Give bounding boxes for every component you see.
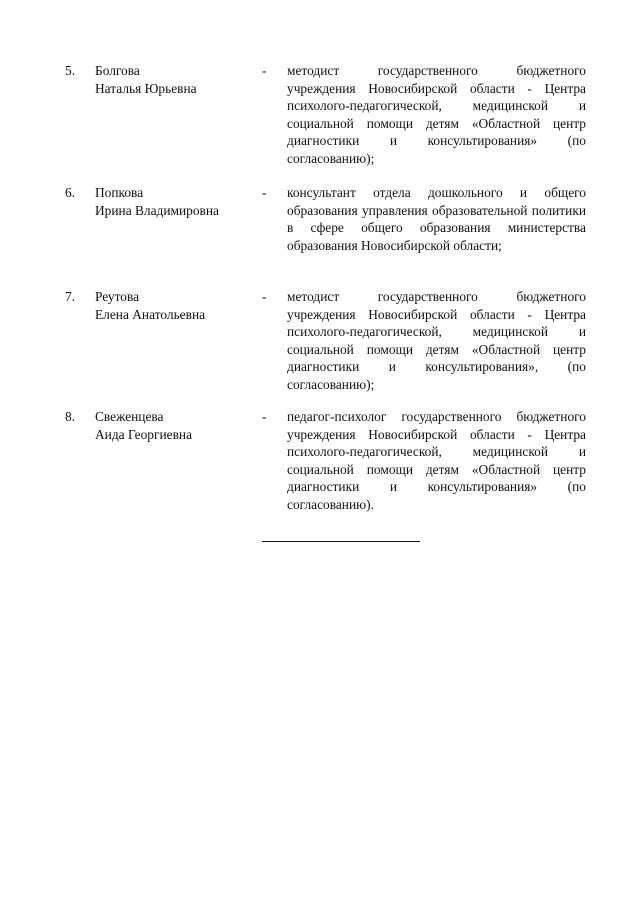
member-position: педагог-психолог государственного бюджетного учреждения Новосибирской области - Центра психолого-педагогической, медицинской и социальной помощи детям «Областной центр диагностики и консультирования» (по согласованию).: [287, 409, 586, 512]
entry-dash: -: [262, 63, 267, 78]
member-position: методист государственного бюджетного учреждения Новосибирской области - Центра психолого-педагогической, медицинской и социальной помощи детям «Областной центр диагностики и консультирования», (по согласованию);: [287, 289, 586, 392]
member-given-names: Ирина Владимировна: [95, 202, 219, 218]
member-given-names: Елена Анатольевна: [95, 306, 206, 322]
member-position: методист государственного бюджетного учреждения Новосибирской области - Центра психолого-педагогической, медицинской и социальной помощи детям «Областной центр диагностики и консультирования» (по согласованию);: [287, 63, 586, 166]
entry-number: 5.: [65, 63, 76, 78]
member-name: [95, 62, 255, 97]
entry-dash: -: [262, 409, 267, 424]
member-surname: Болгова: [95, 63, 140, 78]
entry-number: 7.: [65, 289, 76, 304]
entry-dash: -: [262, 185, 267, 200]
member-position: консультант отдела дошкольного и общего образования управления образовательной политики в сфере общего образования министерства образования Новосибирской области;: [287, 185, 586, 253]
member-name: [95, 184, 255, 219]
member-given-names: Аида Георгиевна: [95, 426, 193, 442]
member-given-names: Наталья Юрьевна: [95, 80, 197, 96]
entry-dash: -: [262, 289, 267, 304]
entry-number: 8.: [65, 409, 76, 424]
entry-number: 6.: [65, 185, 76, 200]
member-surname: Реутова: [95, 289, 140, 304]
member-name: [95, 408, 255, 443]
member-surname: Свеженцева: [95, 409, 164, 424]
member-name: [95, 288, 255, 323]
member-surname: Попкова: [95, 185, 144, 200]
closing-rule: [262, 541, 420, 542]
